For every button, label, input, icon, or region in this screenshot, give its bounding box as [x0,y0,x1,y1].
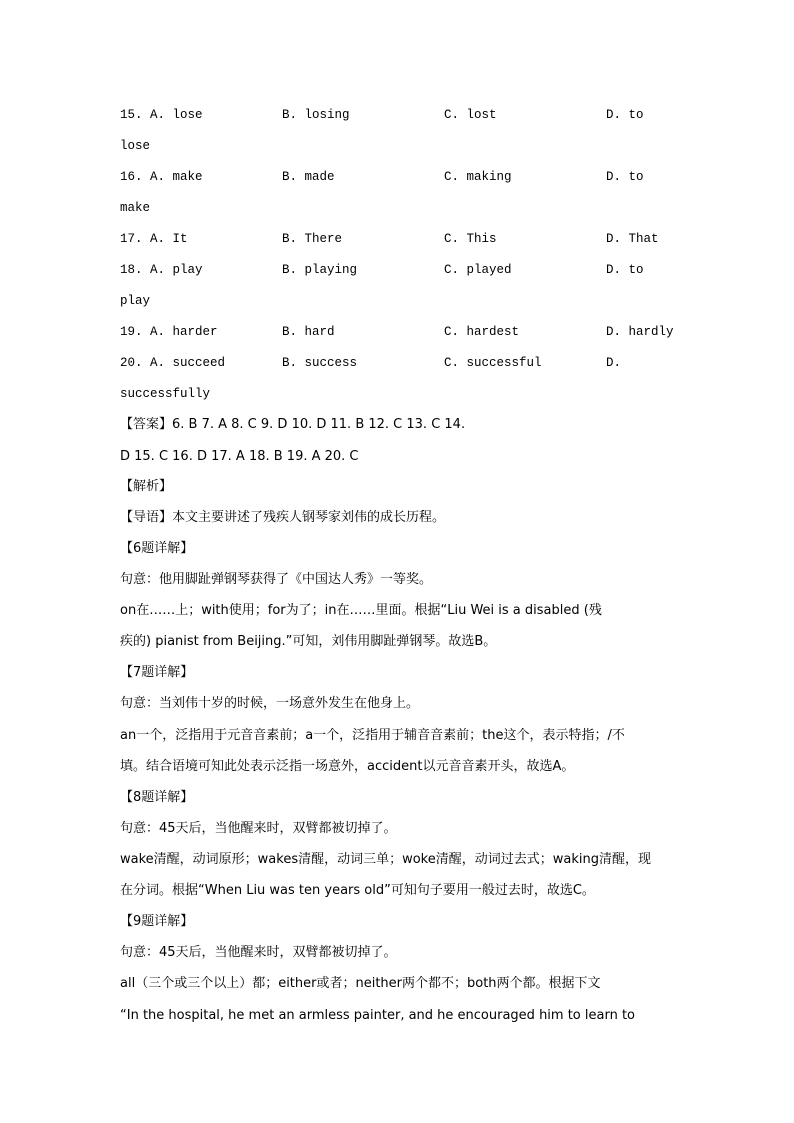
option-wrap: play [120,294,151,308]
paragraph-line: 句意：他用脚趾弹钢琴获得了《中国达人秀》一等奖。 [120,572,433,587]
paragraph-line: wake清醒，动词原形；wakes清醒，动词三单；woke清醒，动词过去式；waking清醒，现 [120,852,651,867]
option-b: B. losing [282,108,350,122]
option-wrap: make [120,201,151,215]
option-a: 15. A. lose [120,108,203,122]
paragraph-line: 疾的) pianist from Beijing.”可知，刘伟用脚趾弹钢琴。故选B。 [120,634,497,649]
option-d: D. to [606,108,644,122]
option-b: B. There [282,232,343,246]
option-d: D. hardly [606,325,674,339]
option-a: 16. A. make [120,170,203,184]
option-b: B. made [282,170,335,184]
section-heading: 【8题详解】 [120,790,194,805]
section-heading: 【7题详解】 [120,665,194,680]
answer-line: D 15. C 16. D 17. A 18. B 19. A 20. C [120,449,359,464]
option-c: C. played [444,263,512,277]
paragraph-line: “In the hospital, he met an armless painter, and he encouraged him to learn to [120,1008,636,1023]
paragraph-line: 在分词。根据“When Liu was ten years old”可知句子要用一般过去时，故选C。 [120,883,595,898]
section-heading: 【6题详解】 [120,541,194,556]
paragraph-line: on在……上；with使用；for为了；in在……里面。根据“Liu Wei is a disabled (残 [120,603,602,618]
option-d: D. to [606,263,644,277]
option-wrap: successfully [120,387,211,401]
paragraph-line: 句意：当刘伟十岁的时候，一场意外发生在他身上。 [120,696,420,711]
paragraph-line: 句意：45天后，当他醒来时，双臂都被切掉了。 [120,821,397,836]
paragraph-line: 句意：45天后，当他醒来时，双臂都被切掉了。 [120,945,397,960]
option-c: C. This [444,232,497,246]
section-heading: 【9题详解】 [120,914,194,929]
option-a: 17. A. It [120,232,188,246]
option-d: D. [606,356,622,370]
option-b: B. success [282,356,358,370]
option-wrap: lose [120,139,151,153]
option-a: 20. A. succeed [120,356,226,370]
paragraph-line: all（三个或三个以上）都；either或者；neither两个都不；both两个都。根据下文 [120,976,601,991]
option-b: B. hard [282,325,335,339]
option-c: C. making [444,170,512,184]
option-c: C. successful [444,356,542,370]
section-heading: 【解析】 [120,479,173,494]
option-c: C. hardest [444,325,520,339]
answer-line: 【答案】6. B 7. A 8. C 9. D 10. D 11. B 12. C 13. C 14. [120,417,466,432]
option-c: C. lost [444,108,497,122]
option-b: B. playing [282,263,358,277]
section-heading: 【导语】本文主要讲述了残疾人钢琴家刘伟的成长历程。 [120,510,446,525]
paragraph-line: 填。结合语境可知此处表示泛指一场意外，accident以元音音素开头，故选A。 [120,759,575,774]
option-d: D. to [606,170,644,184]
option-a: 18. A. play [120,263,203,277]
option-d: D. That [606,232,659,246]
option-a: 19. A. harder [120,325,218,339]
paragraph-line: an一个，泛指用于元音音素前；a一个，泛指用于辅音音素前；the这个，表示特指；/不 [120,728,625,743]
